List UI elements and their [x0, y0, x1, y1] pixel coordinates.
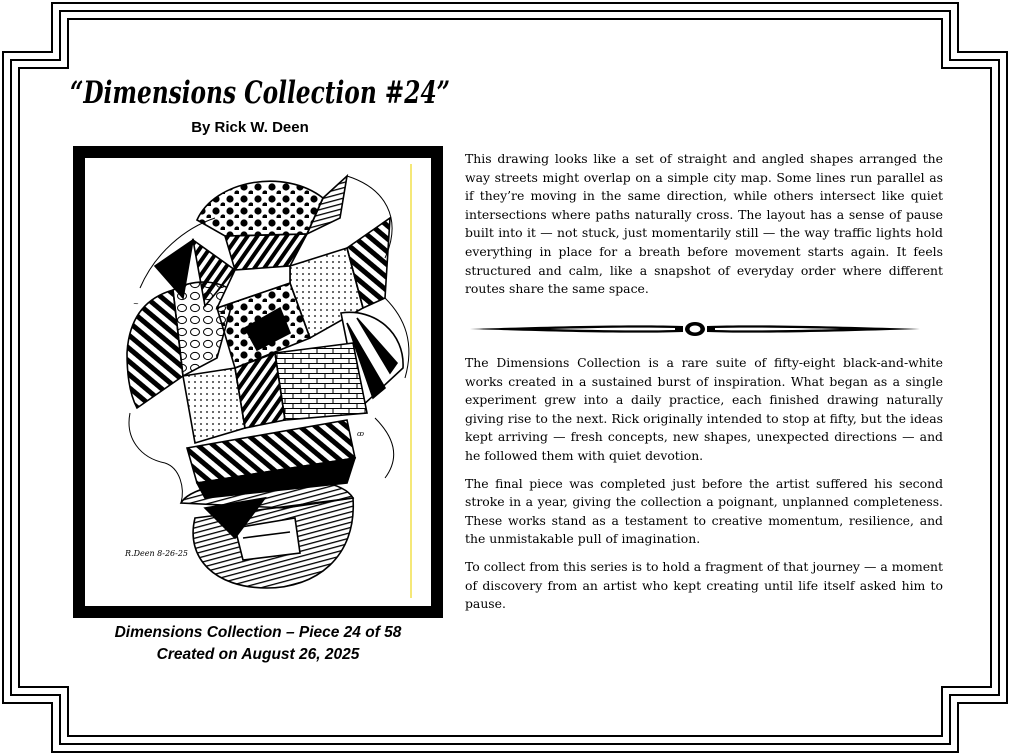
- collection-text: [465, 354, 943, 623]
- caption-piece-number: Dimensions Collection – Piece 24 of 58: [114, 624, 402, 641]
- description-text: [465, 150, 943, 308]
- intro-paragraph: This drawing looks like a set of straight and angled shapes arranged the way streets might overlap on a simple city map. Some lines run parallel as if they’re moving in the same direction, while others intersect like quiet intersections where paths naturally cross. The layout has a sense of pause built into it — not stuck, just momentarily still — the way traffic lights hold everything in place for a breath before movement starts again. It feels structured and calm, like a snapshot of everyday order where different routes share the same space.: [465, 151, 943, 297]
- artwork-frame: [73, 146, 443, 618]
- collect-paragraph: To collect from this series is to hold a fragment of that journey — a moment of discovery from an artist who kept creating until life itself asked him to pause.: [465, 558, 943, 612]
- artist-signature: R.Deen 8-26-25: [125, 549, 188, 558]
- ornamental-divider: [470, 317, 920, 341]
- artwork-drawing: [85, 158, 431, 606]
- svg-text:~: ~: [133, 300, 139, 308]
- page-title: [60, 70, 460, 114]
- caption-date: Created on August 26, 2025: [156, 646, 360, 663]
- final-piece-paragraph: The final piece was completed just before the artist suffered his second stroke in a year, giving the collection a poignant, unplanned completeness. These works stand as a testament to creative momentum, resilience, and the unmistakable pull of imagination.: [465, 475, 943, 547]
- svg-text:ꝏ: ꝏ: [357, 430, 364, 438]
- artist-byline: By Rick W. Deen: [191, 119, 309, 136]
- artwork-caption: [73, 622, 443, 666]
- svg-text:“Dimensions Collection #24”: “Dimensions Collection #24”: [70, 75, 450, 111]
- collection-paragraph: The Dimensions Collection is a rare suite of fifty-eight black-and-white works created in a sustained burst of inspiration. What began as a single experiment grew into a daily practice, each finished drawing naturally giving rise to the next. Rick originally intended to stop at fifty, but the ideas kept arriving — fresh concepts, new shapes, unexpected directions — and he followed them with quiet devotion.: [465, 355, 943, 463]
- artwork-mat: [85, 158, 431, 606]
